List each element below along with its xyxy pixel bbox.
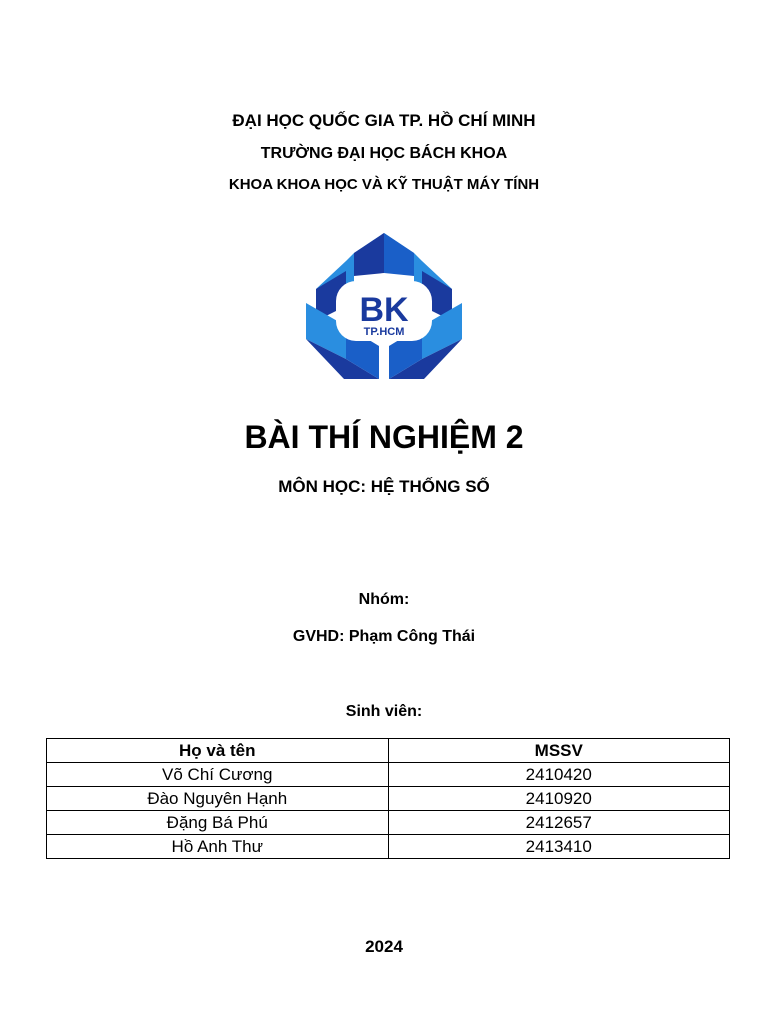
- report-title: BÀI THÍ NGHIỆM 2: [244, 419, 524, 455]
- logo-text-sub: TP.HCM: [363, 326, 405, 338]
- faculty-name: KHOA KHOA HỌC VÀ KỸ THUẬT MÁY TÍNH: [228, 176, 540, 193]
- table-header-row: [47, 739, 730, 763]
- student-id: 2410920: [388, 787, 730, 811]
- university-name: ĐẠI HỌC QUỐC GIA TP. HỒ CHÍ MINH: [232, 111, 536, 130]
- logo-text-main: BK: [359, 291, 409, 329]
- table-row: [47, 835, 730, 859]
- student-id: 2413410: [388, 835, 730, 859]
- table-row: [47, 763, 730, 787]
- student-name: Đào Nguyên Hạnh: [47, 787, 389, 811]
- header-name: Họ và tên: [47, 739, 389, 763]
- student-name: Võ Chí Cương: [47, 763, 389, 787]
- student-id: 2412657: [388, 811, 730, 835]
- table-row: [47, 787, 730, 811]
- school-name: TRƯỜNG ĐẠI HỌC BÁCH KHOA: [260, 145, 508, 162]
- student-id: 2410420: [388, 763, 730, 787]
- subject-name: MÔN HỌC: HỆ THỐNG SỐ: [278, 477, 490, 496]
- advisor-name: GVHD: Phạm Công Thái: [292, 628, 476, 645]
- student-name: Hồ Anh Thư: [47, 835, 389, 859]
- header-id: MSSV: [388, 739, 730, 763]
- bk-logo: [304, 231, 464, 381]
- group-label: Nhóm:: [358, 591, 410, 608]
- student-name: Đặng Bá Phú: [47, 811, 389, 835]
- year: 2024: [365, 937, 403, 956]
- students-table: [46, 738, 730, 859]
- students-label: Sinh viên:: [345, 703, 423, 720]
- table-row: [47, 811, 730, 835]
